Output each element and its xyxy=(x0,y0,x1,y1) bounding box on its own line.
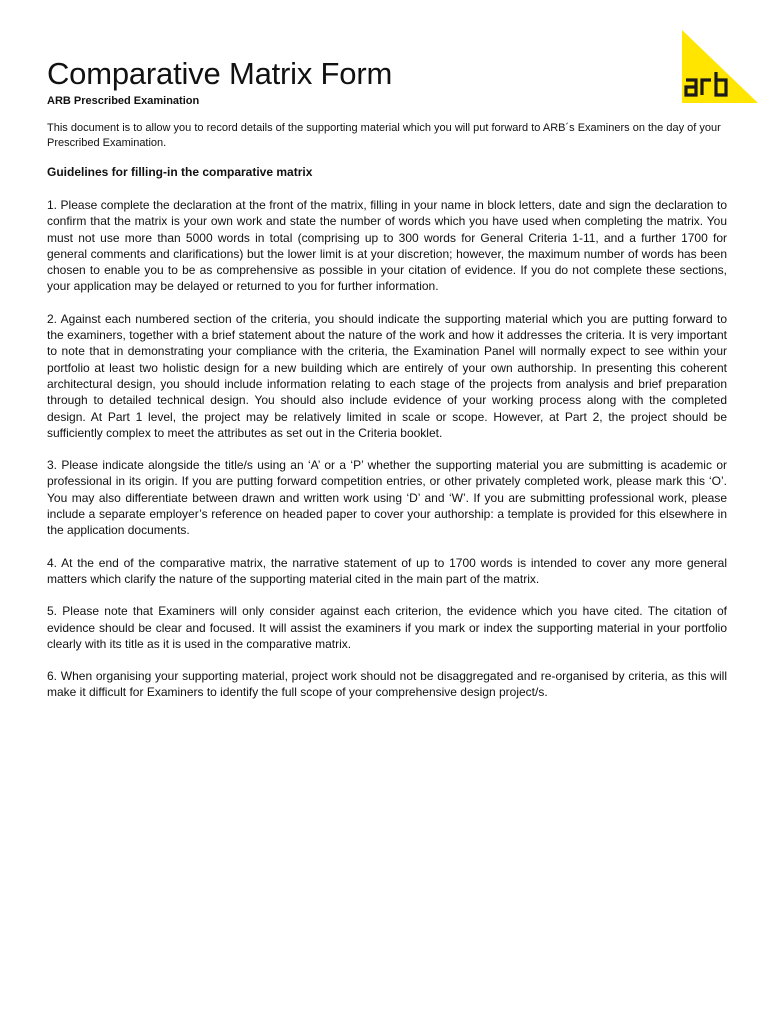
guidelines-heading: Guidelines for filling-in the comparative matrix xyxy=(47,165,313,179)
guideline-paragraph-4: 4. At the end of the comparative matrix, the narrative statement of up to 1700 words is intended to cover any more general matters which clarify the nature of the supporting material cited in the main part of the matrix. xyxy=(47,555,727,586)
guideline-paragraph-6: 6. When organising your supporting material, project work should not be disaggregated and re-organised by criteria, as this will make it difficult for Examiners to identify the full scope of your comprehensive design project/s. xyxy=(47,669,727,700)
page-title: Comparative Matrix Form xyxy=(47,56,393,91)
intro-text: This document is to allow you to record details of the supporting material which you will put forward to ARB´s Examiners on the day of your Prescribed Examination. xyxy=(47,122,721,149)
guideline-paragraph-2: 2. Against each numbered section of the criteria, you should indicate the supporting material which you are putting forward to the examiners, together with a brief statement about the nature of the work and how it addresses the criteria. It is very important to note that in demonstrating your compliance with the criteria, the Examination Panel will normally expect to see within your portfolio at least two holistic design for a new building which are entirely of your own authorship. In presenting this coherent architectural design, you should include information relating to each stage of the projects from analysis and brief preparation through to detailed technical design. You should also include evidence of your working process along with the completed design. At Part 1 level, the project may be relatively limited in scale or scope. However, at Part 2, the project should be sufficiently complex to meet the attributes as set out in the Criteria booklet. xyxy=(47,311,727,440)
guideline-paragraph-3: 3. Please indicate alongside the title/s using an ‘A’ or a ‘P’ whether the supporting material you are submitting is academic or professional in its origin. If you are putting forward competition entries, or other privately completed work, please mark this ‘O’. You may also differentiate between drawn and written work using ‘D’ and ‘W’. If you are submitting professional work, please include a separate employer’s reference on headed paper to cover your authorship: a template is provided for this elsewhere in the application documents. xyxy=(47,458,727,538)
arb-logo-icon xyxy=(682,30,758,103)
guideline-paragraph-1: 1. Please complete the declaration at the front of the matrix, filling in your name in block letters, date and sign the declaration to confirm that the matrix is your own work and state the number of words which you have used when completing the matrix. You must not use more than 5000 words in total (comprising up to 300 words for General Criteria 1-11, and a further 1700 for general comments and clarifications) but the lower limit is at your discretion; however, the maximum number of words has been chosen to enable you to be as comprehensive as possible in your citation of evidence. If you do not complete these sections, your application may be delayed or returned to you for further information. xyxy=(47,198,727,294)
page-subtitle: ARB Prescribed Examination xyxy=(47,95,200,107)
guideline-paragraph-5: 5. Please note that Examiners will only consider against each criterion, the evidence which you have cited. The citation of evidence should be clear and focused. It will assist the examiners if you mark or index the supporting material in your portfolio clearly with its title as it is used in the comparative matrix. xyxy=(47,604,727,651)
guidelines-section xyxy=(47,164,727,717)
